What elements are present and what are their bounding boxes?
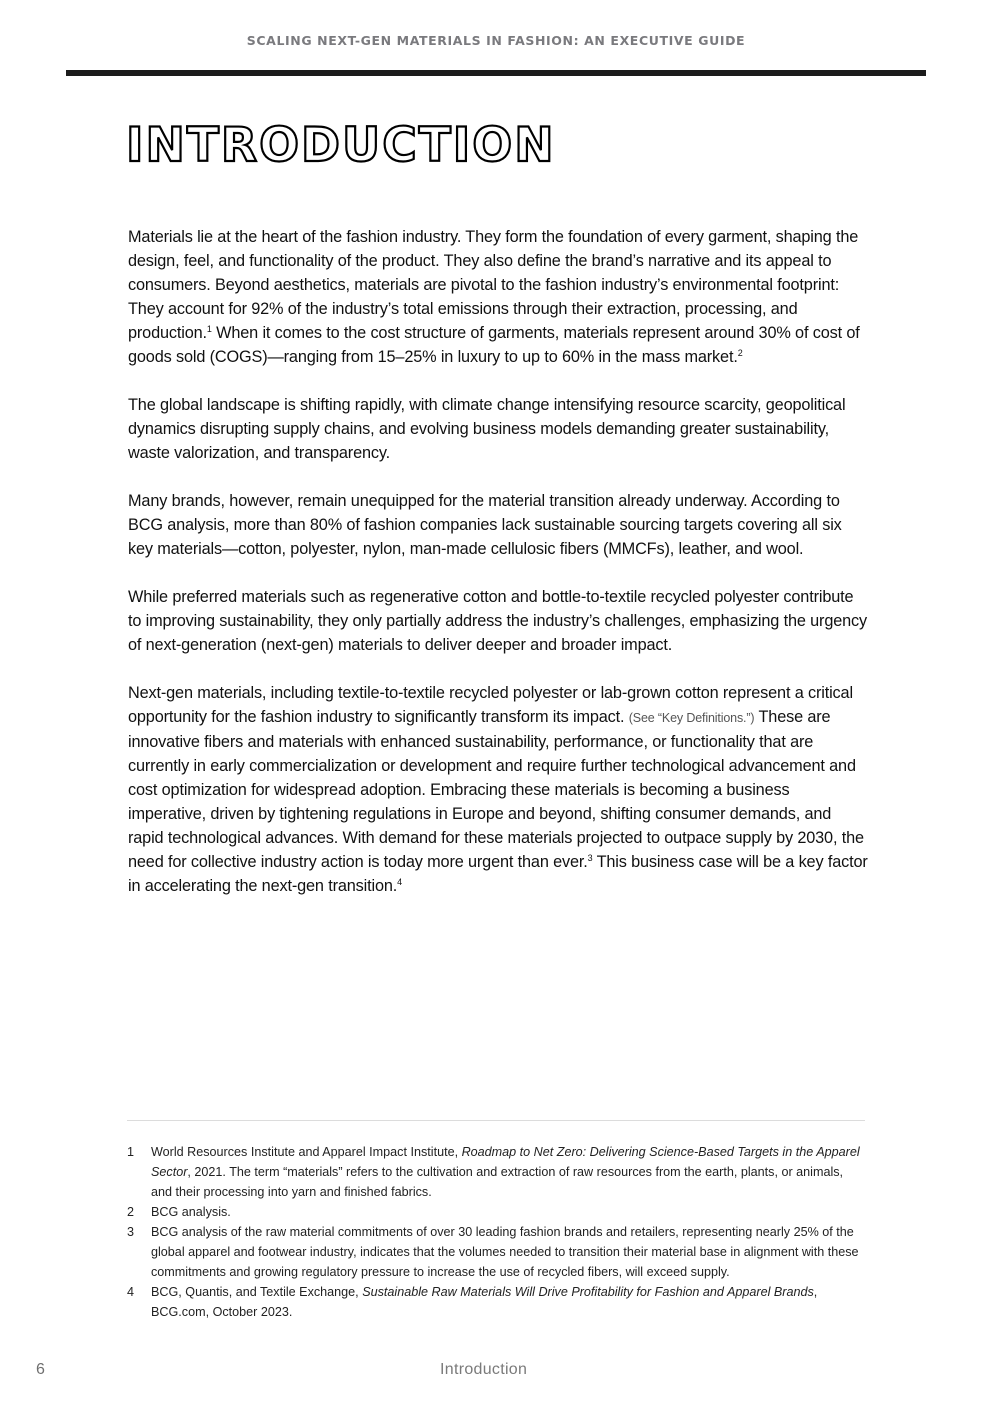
- footnote-number: 1: [127, 1145, 135, 1159]
- key-definitions-reference[interactable]: (See “Key Definitions.”): [628, 711, 755, 725]
- citation-title: Sustainable Raw Materials Will Drive Profitability for Fashion and Apparel Brands: [362, 1285, 814, 1299]
- paragraph-text: Materials lie at the heart of the fashion industry. They form the foundation of every garment, shaping the design, feel, and functionality of the product. They also define the brand’s narrative and its appeal to consumers. Beyond aesthetics, materials are pivotal to the fashion industry’s environmental footprint: They account for 92% of the industry’s total emissions through their extraction, processing, and production.: [128, 228, 859, 342]
- footnote-item: [127, 1282, 867, 1322]
- footnote-item: [127, 1142, 867, 1202]
- footer-section-label: Introduction: [440, 1361, 528, 1378]
- paragraph-4: While preferred materials such as regenerative cotton and bottle-to-textile recycled polyester contribute to improving sustainability, they only partially address the industry’s challenges, emphasizing the urgency of next-generation (next-gen) materials to deliver deeper and broader impact.: [128, 588, 868, 654]
- paragraph-text: When it comes to the cost structure of garments, materials represent around 30% of cost of goods sold (COGS)—ranging from 15–25% in luxury to up to 60% in the mass market.: [128, 324, 860, 366]
- footnote-ref-4[interactable]: 4: [397, 877, 402, 887]
- footnote-item: [127, 1222, 867, 1282]
- paragraph-text: This business case will be a key factor in accelerating the next-gen transition.: [128, 853, 868, 895]
- footnote-ref-2[interactable]: 2: [737, 348, 743, 358]
- paragraph-1: [128, 225, 868, 369]
- page-number: 6: [36, 1361, 45, 1378]
- footnote-text: World Resources Institute and Apparel Impact Institute, Roadmap to Net Zero: Delivering Science-Based Targets in the Apparel Sector, 2021. The term “materials” refers to the cultivation and extraction of raw resources from the earth, plants, or animals, and their processing into yarn and finished fabrics.: [151, 1145, 860, 1199]
- footnote-text: BCG analysis of the raw material commitments of over 30 leading fashion brands and retailers, representing nearly 25% of the global apparel and footwear industry, indicates that the volumes needed to transition their material base in alignment with these commitments and growing regulatory pressure to increase the use of recycled fibers, will exceed supply.: [151, 1225, 859, 1279]
- footnote-number: 3: [127, 1225, 135, 1239]
- citation-title: Roadmap to Net Zero: Delivering Science-Based Targets in the Apparel Sector: [151, 1145, 860, 1179]
- page-title: INTRODUCTION: [126, 118, 556, 173]
- paragraph-2: The global landscape is shifting rapidly, with climate change intensifying resource scarcity, geopolitical dynamics disrupting supply chains, and evolving business models demanding greater sustainability, waste valorization, and transparency.: [128, 396, 846, 462]
- paragraph-text: Next-gen materials, including textile-to-textile recycled polyester or lab-grown cotton represent a critical opportunity for the fashion industry to significantly transform its impact.: [128, 684, 853, 726]
- footnote-number: 4: [127, 1285, 135, 1299]
- running-header-title: SCALING NEXT-GEN MATERIALS IN FASHION: AN EXECUTIVE GUIDE: [246, 33, 746, 48]
- footnotes-list: [127, 1142, 867, 1322]
- footnote-text: BCG, Quantis, and Textile Exchange, Sustainable Raw Materials Will Drive Profitability for Fashion and Apparel Brands, BCG.com, October 2023.: [151, 1285, 818, 1319]
- paragraph-5: [128, 681, 868, 898]
- footnote-number: 2: [127, 1205, 135, 1219]
- header-rule: [66, 70, 926, 76]
- footnote-ref-3[interactable]: 3: [587, 853, 593, 863]
- footnote-text: BCG analysis.: [151, 1205, 231, 1219]
- paragraph-3: Many brands, however, remain unequipped for the material transition already underway. According to BCG analysis, more than 80% of fashion companies lack sustainable sourcing targets covering all six key materials—cotton, polyester, nylon, man-made cellulosic fibers (MMCFs), leather, and wool.: [128, 492, 842, 558]
- paragraph-text: These are innovative fibers and materials with enhanced sustainability, performance, or functionality that are currently in early commercialization or development and require further technological advancement and cost optimization for widespread adoption. Embracing these materials is becoming a business imperative, driven by tightening regulations in Europe and beyond, shifting consumer demands, and rapid technological advances. With demand for these materials projected to outpace supply by 2030, the need for collective industry action is today more urgent than ever.: [128, 708, 864, 871]
- body-text: [128, 225, 868, 922]
- footnote-divider: [127, 1120, 865, 1121]
- footnote-ref-1[interactable]: 1: [206, 324, 212, 334]
- footnote-item: [127, 1202, 867, 1222]
